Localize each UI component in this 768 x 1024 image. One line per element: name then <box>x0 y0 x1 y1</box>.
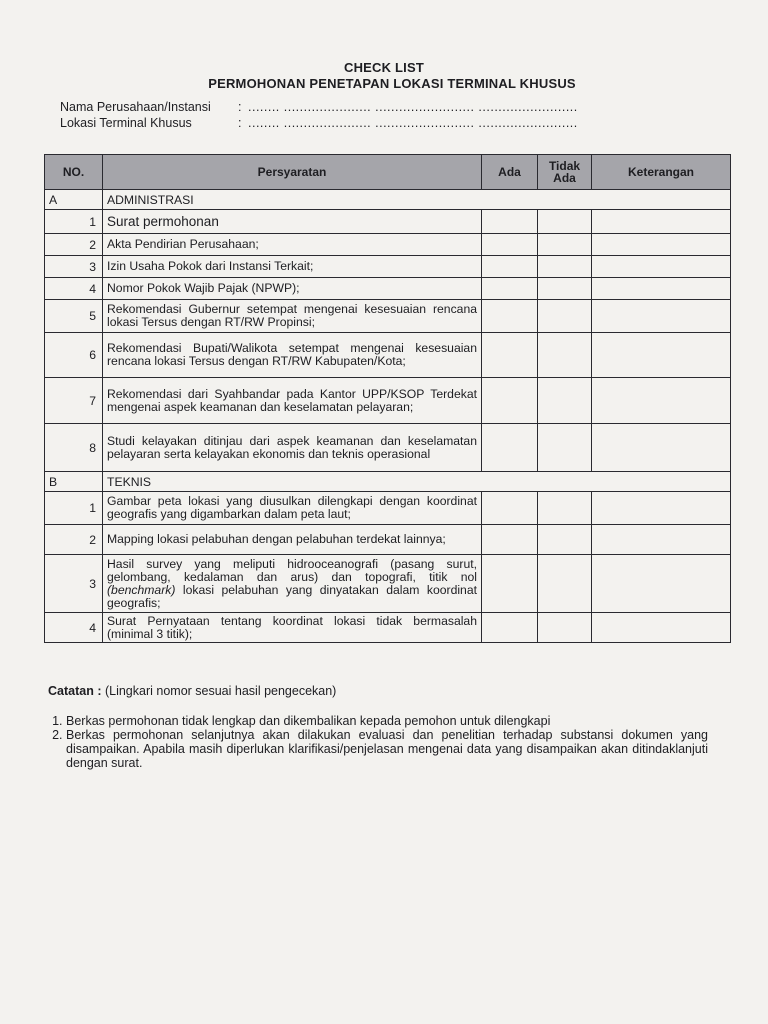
tidak-ada-cell[interactable] <box>538 256 592 278</box>
field-blank: ........ ...................... ......................... ......................... <box>248 116 578 130</box>
ada-cell[interactable] <box>482 378 538 424</box>
field-blank: ........ ...................... ......................... ......................... <box>248 100 578 114</box>
section-code: A <box>45 190 103 210</box>
header-keterangan: Keterangan <box>592 155 731 190</box>
keterangan-cell[interactable] <box>592 256 731 278</box>
table-row <box>45 278 731 300</box>
row-number: 8 <box>45 424 103 472</box>
table-row <box>45 424 731 472</box>
tidak-ada-cell[interactable] <box>538 234 592 256</box>
tidak-ada-cell[interactable] <box>538 300 592 333</box>
table-row <box>45 333 731 378</box>
header-persyaratan: Persyaratan <box>103 155 482 190</box>
notes-section <box>48 684 708 770</box>
row-number: 2 <box>45 525 103 555</box>
keterangan-cell[interactable] <box>592 210 731 234</box>
notes-label: Catatan : <box>48 684 102 698</box>
requirement-italic-term: (benchmark) <box>107 582 176 597</box>
field-terminal-location <box>60 116 578 130</box>
notes-heading <box>48 684 708 698</box>
keterangan-cell[interactable] <box>592 333 731 378</box>
tidak-ada-cell[interactable] <box>538 613 592 643</box>
table-row <box>45 613 731 643</box>
notes-hint: (Lingkari nomor sesuai hasil pengecekan) <box>104 684 337 698</box>
notes-list <box>48 714 708 770</box>
requirement-text-part: Hasil survey yang meliputi hidrooceanografi (pasang surut, gelombang, kedalaman dan arus) dan topografi, titik nol <box>107 556 477 584</box>
ada-cell[interactable] <box>482 555 538 613</box>
row-requirement: Gambar peta lokasi yang diusulkan dilengkapi dengan koordinat geografis yang digambarkan dalam peta laut; <box>103 492 482 525</box>
requirement-text-part: lokasi pelabuhan yang dinyatakan dalam koordinat geografis; <box>107 582 477 610</box>
keterangan-cell[interactable] <box>592 525 731 555</box>
row-number: 2 <box>45 234 103 256</box>
row-number: 1 <box>45 210 103 234</box>
row-number: 4 <box>45 613 103 643</box>
table-row <box>45 300 731 333</box>
row-requirement <box>103 555 482 613</box>
keterangan-cell[interactable] <box>592 555 731 613</box>
row-number: 4 <box>45 278 103 300</box>
keterangan-cell[interactable] <box>592 378 731 424</box>
row-requirement: Rekomendasi Bupati/Walikota setempat mengenai kesesuaian rencana lokasi Tersus dengan RT/RW Kabupaten/Kota; <box>103 333 482 378</box>
row-requirement: Mapping lokasi pelabuhan dengan pelabuhan terdekat lainnya; <box>103 525 482 555</box>
ada-cell[interactable] <box>482 234 538 256</box>
field-label: Lokasi Terminal Khusus <box>60 116 192 130</box>
row-requirement: Surat Pernyataan tentang koordinat lokasi tidak bermasalah (minimal 3 titik); <box>103 613 482 643</box>
tidak-ada-cell[interactable] <box>538 378 592 424</box>
table-row <box>45 555 731 613</box>
row-requirement: Rekomendasi Gubernur setempat mengenai kesesuaian rencana lokasi Tersus dengan RT/RW Propinsi; <box>103 300 482 333</box>
field-company-name <box>60 100 578 114</box>
table-row <box>45 525 731 555</box>
table-header-row <box>45 155 731 190</box>
field-separator: : <box>238 116 242 130</box>
ada-cell[interactable] <box>482 525 538 555</box>
keterangan-cell[interactable] <box>592 234 731 256</box>
section-code: B <box>45 472 103 492</box>
row-requirement: Akta Pendirian Perusahaan; <box>103 234 482 256</box>
checklist-table <box>44 154 731 643</box>
row-number: 3 <box>45 555 103 613</box>
keterangan-cell[interactable] <box>592 278 731 300</box>
note-item: 2. Berkas permohonan selanjutnya akan dilakukan evaluasi dan penelitian terhadap substansi dokumen yang disampaikan. Apabila masih diperlukan klarifikasi/penjelasan mengenai data yang disampaikan akan ditindaklanjuti dengan surat. <box>66 728 708 770</box>
keterangan-cell[interactable] <box>592 613 731 643</box>
field-separator: : <box>238 100 242 114</box>
keterangan-cell[interactable] <box>592 492 731 525</box>
table-row <box>45 210 731 234</box>
ada-cell[interactable] <box>482 492 538 525</box>
section-title: ADMINISTRASI <box>103 190 731 210</box>
tidak-ada-cell[interactable] <box>538 424 592 472</box>
tidak-ada-cell[interactable] <box>538 278 592 300</box>
row-requirement: Rekomendasi dari Syahbandar pada Kantor UPP/KSOP Terdekat mengenai aspek keamanan dan keselamatan pelayaran; <box>103 378 482 424</box>
ada-cell[interactable] <box>482 278 538 300</box>
document-subtitle: PERMOHONAN PENETAPAN LOKASI TERMINAL KHUSUS <box>208 76 576 91</box>
tidak-ada-cell[interactable] <box>538 333 592 378</box>
table-row <box>45 492 731 525</box>
row-requirement: Nomor Pokok Wajib Pajak (NPWP); <box>103 278 482 300</box>
keterangan-cell[interactable] <box>592 300 731 333</box>
header-tidak-ada: Tidak Ada <box>538 155 592 190</box>
row-number: 1 <box>45 492 103 525</box>
row-number: 5 <box>45 300 103 333</box>
row-number: 3 <box>45 256 103 278</box>
header-ada: Ada <box>482 155 538 190</box>
tidak-ada-cell[interactable] <box>538 525 592 555</box>
row-number: 7 <box>45 378 103 424</box>
section-row-administrasi <box>45 190 731 210</box>
keterangan-cell[interactable] <box>592 424 731 472</box>
document-title: CHECK LIST <box>344 60 424 75</box>
ada-cell[interactable] <box>482 333 538 378</box>
field-label: Nama Perusahaan/Instansi <box>60 100 211 114</box>
section-title: TEKNIS <box>103 472 731 492</box>
tidak-ada-cell[interactable] <box>538 210 592 234</box>
ada-cell[interactable] <box>482 613 538 643</box>
table-row <box>45 256 731 278</box>
row-requirement: Studi kelayakan ditinjau dari aspek keamanan dan keselamatan pelayaran serta kelayakan ekonomis dan teknis operasional <box>103 424 482 472</box>
header-no: NO. <box>45 155 103 190</box>
ada-cell[interactable] <box>482 424 538 472</box>
ada-cell[interactable] <box>482 256 538 278</box>
tidak-ada-cell[interactable] <box>538 555 592 613</box>
note-item: 1. Berkas permohonan tidak lengkap dan dikembalikan kepada pemohon untuk dilengkapi <box>66 714 708 728</box>
ada-cell[interactable] <box>482 210 538 234</box>
tidak-ada-cell[interactable] <box>538 492 592 525</box>
ada-cell[interactable] <box>482 300 538 333</box>
table-row <box>45 234 731 256</box>
row-requirement: Surat permohonan <box>103 210 482 234</box>
table-row <box>45 378 731 424</box>
row-number: 6 <box>45 333 103 378</box>
row-requirement: Izin Usaha Pokok dari Instansi Terkait; <box>103 256 482 278</box>
section-row-teknis <box>45 472 731 492</box>
